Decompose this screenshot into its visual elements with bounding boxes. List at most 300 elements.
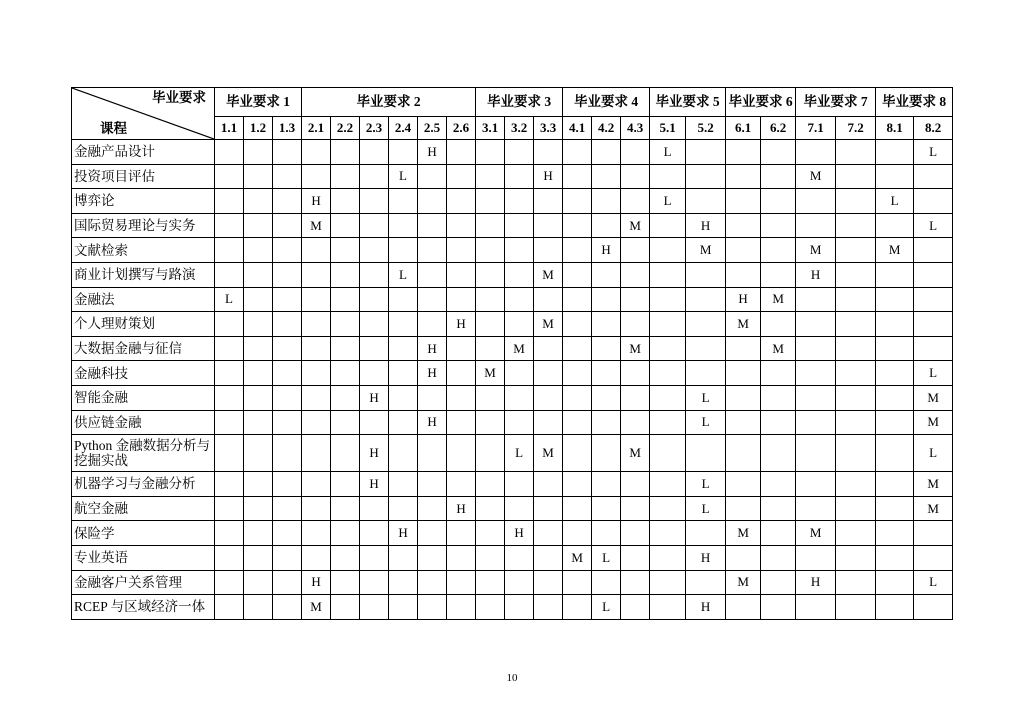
matrix-cell [244, 140, 273, 165]
matrix-cell [592, 570, 621, 595]
sub-requirement-header: 3.3 [534, 117, 563, 140]
course-name-cell: RCEP 与区域经济一体 [72, 595, 215, 620]
matrix-cell [592, 189, 621, 214]
matrix-cell: M [761, 336, 796, 361]
matrix-cell [418, 164, 447, 189]
matrix-cell [447, 570, 476, 595]
sub-requirement-header: 2.5 [418, 117, 447, 140]
matrix-cell [876, 213, 914, 238]
matrix-cell [836, 595, 876, 620]
table-row [72, 361, 953, 386]
matrix-cell [563, 213, 592, 238]
matrix-cell [563, 435, 592, 472]
matrix-cell [686, 164, 726, 189]
course-name-cell: 商业计划撰写与路演 [72, 262, 215, 287]
matrix-cell [876, 361, 914, 386]
matrix-cell [914, 262, 953, 287]
matrix-cell [563, 361, 592, 386]
matrix-cell [726, 435, 761, 472]
matrix-cell [563, 164, 592, 189]
course-name-cell: 金融科技 [72, 361, 215, 386]
matrix-cell [389, 140, 418, 165]
matrix-cell [476, 262, 505, 287]
matrix-cell [876, 164, 914, 189]
matrix-cell [447, 435, 476, 472]
matrix-cell [914, 521, 953, 546]
matrix-cell [876, 435, 914, 472]
matrix-cell [686, 312, 726, 337]
matrix-cell [389, 435, 418, 472]
matrix-cell [534, 361, 563, 386]
course-name-cell: 保险学 [72, 521, 215, 546]
matrix-cell: L [389, 164, 418, 189]
matrix-cell [389, 570, 418, 595]
matrix-cell [914, 336, 953, 361]
matrix-cell [331, 213, 360, 238]
matrix-cell: M [761, 287, 796, 312]
sub-requirement-header: 3.2 [505, 117, 534, 140]
matrix-cell: L [686, 496, 726, 521]
matrix-cell: M [726, 570, 761, 595]
matrix-cell [418, 238, 447, 263]
matrix-cell [621, 262, 650, 287]
matrix-cell [360, 545, 389, 570]
corner-header-cell [72, 88, 215, 140]
matrix-cell [592, 213, 621, 238]
matrix-cell [836, 140, 876, 165]
course-name-cell: 航空金融 [72, 496, 215, 521]
matrix-cell [389, 595, 418, 620]
matrix-cell [418, 545, 447, 570]
matrix-cell [476, 472, 505, 497]
matrix-cell: L [914, 140, 953, 165]
matrix-cell [796, 595, 836, 620]
matrix-cell [836, 410, 876, 435]
matrix-cell [876, 496, 914, 521]
matrix-cell [621, 189, 650, 214]
matrix-cell [686, 435, 726, 472]
matrix-cell [244, 545, 273, 570]
matrix-cell [796, 213, 836, 238]
matrix-cell: M [563, 545, 592, 570]
matrix-cell [273, 496, 302, 521]
matrix-cell [418, 595, 447, 620]
requirements-matrix-table [71, 87, 953, 620]
matrix-cell [563, 238, 592, 263]
matrix-cell [534, 140, 563, 165]
matrix-cell [215, 361, 244, 386]
matrix-cell [447, 545, 476, 570]
group-header-8: 毕业要求 8 [876, 88, 953, 117]
matrix-cell [244, 262, 273, 287]
matrix-cell [796, 410, 836, 435]
matrix-cell [534, 213, 563, 238]
matrix-cell [563, 287, 592, 312]
matrix-cell [876, 262, 914, 287]
matrix-cell [331, 262, 360, 287]
matrix-cell: H [418, 140, 447, 165]
matrix-cell [726, 410, 761, 435]
matrix-cell [836, 472, 876, 497]
matrix-cell [418, 496, 447, 521]
table-row [72, 472, 953, 497]
matrix-cell [302, 472, 331, 497]
sub-requirement-header: 6.2 [761, 117, 796, 140]
matrix-cell [360, 140, 389, 165]
matrix-cell: L [686, 472, 726, 497]
matrix-cell [302, 385, 331, 410]
matrix-cell [876, 521, 914, 546]
matrix-cell [621, 472, 650, 497]
matrix-cell [686, 521, 726, 546]
matrix-cell [215, 238, 244, 263]
matrix-cell [360, 336, 389, 361]
matrix-cell [505, 189, 534, 214]
matrix-cell: M [686, 238, 726, 263]
matrix-cell [650, 496, 686, 521]
matrix-cell [505, 164, 534, 189]
matrix-cell [505, 213, 534, 238]
matrix-cell [726, 189, 761, 214]
matrix-cell [476, 287, 505, 312]
matrix-cell: H [418, 410, 447, 435]
matrix-cell [360, 570, 389, 595]
matrix-cell [836, 262, 876, 287]
matrix-cell: H [418, 361, 447, 386]
matrix-cell [650, 472, 686, 497]
matrix-cell [914, 312, 953, 337]
matrix-cell [914, 164, 953, 189]
matrix-cell [476, 238, 505, 263]
matrix-cell: H [592, 238, 621, 263]
matrix-cell: H [534, 164, 563, 189]
matrix-cell [244, 361, 273, 386]
matrix-cell [761, 545, 796, 570]
matrix-cell [592, 410, 621, 435]
matrix-cell [244, 521, 273, 546]
matrix-cell [505, 472, 534, 497]
matrix-cell [761, 570, 796, 595]
matrix-cell [302, 435, 331, 472]
matrix-cell [244, 213, 273, 238]
matrix-cell [796, 189, 836, 214]
matrix-cell [876, 312, 914, 337]
table-row [72, 312, 953, 337]
matrix-cell [244, 472, 273, 497]
matrix-cell [447, 140, 476, 165]
matrix-cell [244, 287, 273, 312]
matrix-cell [836, 361, 876, 386]
matrix-cell [534, 189, 563, 214]
matrix-cell [331, 336, 360, 361]
matrix-cell [650, 410, 686, 435]
matrix-cell [418, 262, 447, 287]
matrix-cell: H [302, 189, 331, 214]
matrix-cell [360, 189, 389, 214]
matrix-cell: L [592, 595, 621, 620]
matrix-cell: M [726, 521, 761, 546]
matrix-cell [331, 435, 360, 472]
matrix-cell [476, 595, 505, 620]
matrix-cell: M [505, 336, 534, 361]
table-row [72, 385, 953, 410]
matrix-cell [914, 287, 953, 312]
matrix-cell [592, 472, 621, 497]
table-row [72, 435, 953, 472]
matrix-cell: L [876, 189, 914, 214]
matrix-cell [836, 213, 876, 238]
matrix-cell [476, 385, 505, 410]
matrix-cell [505, 312, 534, 337]
matrix-cell [761, 435, 796, 472]
matrix-cell [302, 496, 331, 521]
table-row [72, 213, 953, 238]
matrix-cell [621, 410, 650, 435]
matrix-cell [621, 312, 650, 337]
matrix-cell [418, 312, 447, 337]
matrix-cell: H [360, 472, 389, 497]
matrix-cell [244, 435, 273, 472]
matrix-cell [389, 472, 418, 497]
matrix-cell [476, 545, 505, 570]
sub-requirement-header: 6.1 [726, 117, 761, 140]
matrix-cell [476, 164, 505, 189]
sub-requirement-header: 8.1 [876, 117, 914, 140]
matrix-cell [302, 336, 331, 361]
group-header-1: 毕业要求 1 [215, 88, 302, 117]
matrix-cell [621, 140, 650, 165]
table-row [72, 521, 953, 546]
matrix-cell [836, 189, 876, 214]
matrix-cell [476, 213, 505, 238]
matrix-cell [726, 545, 761, 570]
matrix-cell [244, 312, 273, 337]
matrix-cell [360, 262, 389, 287]
matrix-cell: M [914, 385, 953, 410]
matrix-cell [215, 164, 244, 189]
matrix-cell [389, 312, 418, 337]
matrix-cell [726, 496, 761, 521]
course-name-cell: 文献检索 [72, 238, 215, 263]
matrix-cell [360, 496, 389, 521]
matrix-cell [876, 595, 914, 620]
matrix-cell [389, 213, 418, 238]
matrix-cell [244, 189, 273, 214]
matrix-cell [447, 164, 476, 189]
matrix-cell: M [476, 361, 505, 386]
matrix-cell [215, 312, 244, 337]
matrix-cell [761, 496, 796, 521]
matrix-cell: H [505, 521, 534, 546]
matrix-cell [389, 287, 418, 312]
matrix-cell [505, 361, 534, 386]
sub-requirement-header: 4.2 [592, 117, 621, 140]
sub-requirement-header: 2.3 [360, 117, 389, 140]
matrix-cell [761, 385, 796, 410]
matrix-cell [796, 385, 836, 410]
page-number: 10 [506, 672, 518, 684]
matrix-cell [650, 435, 686, 472]
matrix-cell [621, 496, 650, 521]
matrix-cell [215, 262, 244, 287]
table-row [72, 287, 953, 312]
matrix-cell [215, 435, 244, 472]
matrix-cell [505, 496, 534, 521]
table-row [72, 336, 953, 361]
matrix-cell [360, 595, 389, 620]
matrix-cell [389, 545, 418, 570]
matrix-cell [686, 287, 726, 312]
matrix-cell [331, 312, 360, 337]
matrix-cell [534, 545, 563, 570]
matrix-cell [914, 189, 953, 214]
matrix-cell [563, 336, 592, 361]
matrix-cell [796, 312, 836, 337]
matrix-cell [331, 595, 360, 620]
matrix-cell [476, 312, 505, 337]
matrix-cell [389, 189, 418, 214]
matrix-cell [302, 361, 331, 386]
matrix-cell [505, 570, 534, 595]
matrix-cell: L [592, 545, 621, 570]
matrix-cell [273, 521, 302, 546]
matrix-cell [273, 570, 302, 595]
matrix-cell: M [302, 213, 331, 238]
matrix-cell [331, 521, 360, 546]
corner-bottom-label: 课程 [100, 121, 127, 136]
matrix-cell [876, 472, 914, 497]
matrix-cell [761, 595, 796, 620]
matrix-cell [215, 140, 244, 165]
matrix-cell [273, 262, 302, 287]
matrix-cell [650, 385, 686, 410]
matrix-cell [876, 287, 914, 312]
group-header-4: 毕业要求 4 [563, 88, 650, 117]
matrix-cell [331, 410, 360, 435]
group-header-row [72, 88, 953, 117]
matrix-cell [563, 312, 592, 337]
matrix-cell: L [650, 189, 686, 214]
matrix-cell [534, 336, 563, 361]
group-header-5: 毕业要求 5 [650, 88, 726, 117]
matrix-cell [592, 496, 621, 521]
matrix-cell [302, 287, 331, 312]
matrix-cell: H [686, 595, 726, 620]
matrix-cell [331, 189, 360, 214]
matrix-cell [650, 287, 686, 312]
matrix-cell [726, 213, 761, 238]
matrix-cell: L [650, 140, 686, 165]
matrix-cell [273, 336, 302, 361]
matrix-cell [621, 361, 650, 386]
matrix-cell [447, 385, 476, 410]
matrix-cell [389, 238, 418, 263]
matrix-cell: L [914, 570, 953, 595]
matrix-cell [726, 164, 761, 189]
matrix-cell [273, 140, 302, 165]
matrix-cell [360, 164, 389, 189]
matrix-cell [836, 238, 876, 263]
course-name-cell: Python 金融数据分析与挖掘实战 [72, 435, 215, 472]
matrix-cell [273, 312, 302, 337]
matrix-cell [273, 595, 302, 620]
matrix-cell [563, 595, 592, 620]
matrix-cell [650, 545, 686, 570]
table-row [72, 164, 953, 189]
matrix-cell [476, 496, 505, 521]
matrix-cell [621, 164, 650, 189]
course-name-cell: 金融客户关系管理 [72, 570, 215, 595]
matrix-cell [418, 213, 447, 238]
matrix-cell: M [302, 595, 331, 620]
matrix-cell: M [914, 472, 953, 497]
matrix-cell [761, 262, 796, 287]
matrix-cell [505, 238, 534, 263]
matrix-cell [836, 521, 876, 546]
matrix-cell: M [796, 521, 836, 546]
matrix-cell [360, 521, 389, 546]
matrix-cell [244, 238, 273, 263]
matrix-cell [360, 410, 389, 435]
matrix-cell: H [302, 570, 331, 595]
matrix-cell: H [447, 496, 476, 521]
matrix-cell [447, 361, 476, 386]
matrix-cell [836, 385, 876, 410]
matrix-cell [476, 140, 505, 165]
matrix-cell [761, 472, 796, 497]
matrix-cell [796, 435, 836, 472]
matrix-cell [215, 213, 244, 238]
matrix-cell [476, 410, 505, 435]
matrix-cell [534, 595, 563, 620]
matrix-cell [244, 164, 273, 189]
matrix-cell [686, 361, 726, 386]
matrix-cell [621, 385, 650, 410]
matrix-cell [836, 287, 876, 312]
matrix-cell: H [389, 521, 418, 546]
matrix-cell: H [796, 570, 836, 595]
matrix-cell [418, 521, 447, 546]
group-header-7: 毕业要求 7 [796, 88, 876, 117]
matrix-cell [215, 496, 244, 521]
matrix-cell [418, 287, 447, 312]
matrix-cell [876, 385, 914, 410]
matrix-cell [836, 496, 876, 521]
matrix-cell [563, 140, 592, 165]
matrix-cell [302, 262, 331, 287]
matrix-cell [796, 545, 836, 570]
matrix-cell [215, 545, 244, 570]
matrix-cell [592, 435, 621, 472]
matrix-cell [761, 140, 796, 165]
matrix-cell [302, 410, 331, 435]
matrix-cell [360, 312, 389, 337]
sub-requirement-header: 1.1 [215, 117, 244, 140]
matrix-cell [273, 410, 302, 435]
matrix-cell: M [914, 496, 953, 521]
matrix-cell [331, 385, 360, 410]
matrix-cell [592, 287, 621, 312]
sub-requirement-header: 1.2 [244, 117, 273, 140]
matrix-cell [534, 472, 563, 497]
matrix-cell [331, 496, 360, 521]
matrix-cell [447, 238, 476, 263]
matrix-cell [621, 287, 650, 312]
matrix-cell [686, 570, 726, 595]
matrix-cell [389, 361, 418, 386]
matrix-cell [914, 238, 953, 263]
sub-requirement-header: 7.2 [836, 117, 876, 140]
